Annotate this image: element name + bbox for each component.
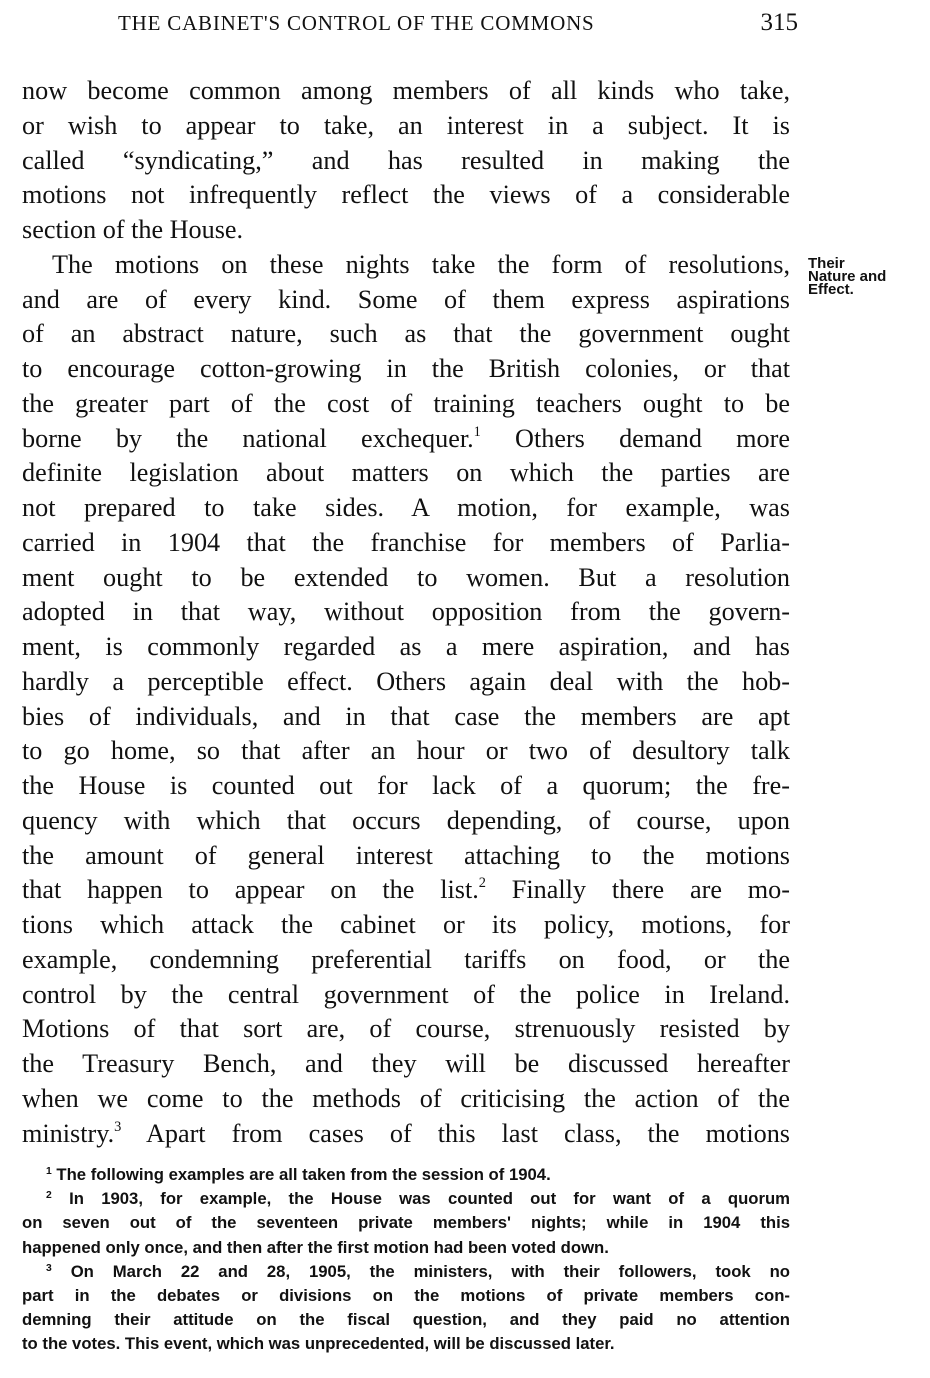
text-segment: borne by the national exchequer. — [22, 423, 474, 453]
text-line: quency with which that occurs depending, of course, upon — [22, 805, 790, 835]
footnote-3 — [22, 1260, 790, 1284]
text-segment: Others demand more — [480, 423, 790, 453]
text-line: motions not infrequently reflect the views of a considerable — [22, 180, 790, 210]
footnote-ref-1: 1 — [473, 423, 481, 440]
text-line: to go home, so that after an hour or two of desultory talk — [22, 736, 790, 766]
text-line-with-footnote-ref — [22, 873, 790, 908]
text-line: the greater part of the cost of training teachers ought to be — [22, 388, 790, 418]
margin-note — [808, 257, 920, 296]
text-line: and are of every kind. Some of them express aspirations — [22, 284, 790, 314]
text-line: tions which attack the cabinet or its policy, motions, for — [22, 910, 790, 939]
text-line: carried in 1904 that the franchise for members of Parlia- — [22, 527, 790, 557]
text-segment: that happen to appear on the list. — [22, 875, 479, 905]
body-text — [22, 74, 790, 1151]
text-line-with-footnote-ref — [22, 1117, 790, 1152]
footnote-line: to the votes. This event, which was unprecedented, will be discussed later. — [22, 1334, 615, 1354]
running-title: THE CABINET'S CONTROL OF THE COMMONS — [118, 11, 595, 35]
footnote-marker-1: 1 — [46, 1165, 52, 1177]
margin-note-line: Their — [808, 255, 845, 272]
text-line: example, condemning preferential tariffs on food, or the — [22, 944, 790, 974]
footnote-ref-3: 3 — [114, 1118, 122, 1135]
text-line: or wish to appear to take, an interest in a subject. It is — [22, 110, 790, 140]
text-line: the Treasury Bench, and they will be discussed hereafter — [22, 1049, 790, 1078]
text-segment: ministry. — [22, 1118, 115, 1148]
footnote-marker-3: 3 — [46, 1262, 52, 1274]
text-line: not prepared to take sides. A motion, for example, was — [22, 493, 790, 522]
text-line-with-footnote-ref — [22, 422, 790, 457]
text-line: ment ought to be extended to women. But a resolution — [22, 562, 790, 592]
text-line: adopted in that way, without opposition from the govern- — [22, 597, 790, 627]
page-number: 315 — [760, 9, 798, 36]
text-line: now become common among members of all kinds who take, — [22, 76, 790, 105]
text-line: definite legislation about matters on which the parties are — [22, 458, 790, 488]
footnotes — [22, 1163, 790, 1357]
text-line: the amount of general interest attaching to the motions — [22, 840, 790, 870]
footnote-text: On March 22 and 28, 1905, the ministers, with their followers, took no — [70, 1261, 791, 1281]
text-line: ment, is commonly regarded as a mere aspiration, and has — [22, 632, 790, 661]
footnote-marker-2: 2 — [46, 1189, 52, 1201]
footnote-1 — [22, 1163, 790, 1187]
footnote-line: happened only once, and then after the first motion had been voted down. — [22, 1237, 609, 1257]
text-line: hardly a perceptible effect. Others again deal with the hob- — [22, 666, 790, 696]
footnote-2 — [22, 1187, 790, 1211]
running-head — [118, 8, 798, 38]
text-line: of an abstract nature, such as that the government ought — [22, 319, 790, 349]
text-line: to encourage cotton-growing in the British colonies, or that — [22, 354, 790, 383]
text-line: when we come to the methods of criticising the action of the — [22, 1083, 790, 1113]
footnote-text: In 1903, for example, the House was counted out for want of a quorum — [69, 1189, 791, 1209]
footnote-ref-2: 2 — [478, 875, 486, 892]
footnote-line: on seven out of the seventeen private members' nights; while in 1904 this — [22, 1213, 790, 1233]
footnote-line: demning their attitude on the fiscal question, and they paid no attention — [22, 1310, 790, 1330]
text-line: section of the House. — [22, 215, 244, 244]
text-line: called “syndicating,” and has resulted in making the — [22, 145, 790, 175]
text-line: the House is counted out for lack of a quorum; the fre- — [22, 771, 790, 800]
text-segment: Finally there are mo- — [485, 875, 790, 905]
text-line: bies of individuals, and in that case the members are apt — [22, 701, 790, 731]
text-line: Motions of that sort are, of course, strenuously resisted by — [22, 1014, 790, 1044]
margin-note-line: Effect. — [808, 281, 854, 298]
text-line: control by the central government of the police in Ireland. — [22, 979, 790, 1009]
margin-note-line: Nature and — [808, 268, 887, 285]
footnote-line: part in the debates or divisions on the motions of private members con- — [22, 1285, 790, 1305]
text-segment: Apart from cases of this last class, the motions — [121, 1118, 790, 1148]
footnote-text: The following examples are all taken from the session of 1904. — [56, 1165, 551, 1184]
paragraph-start-line: The motions on these nights take the form of resolutions, — [52, 249, 790, 279]
